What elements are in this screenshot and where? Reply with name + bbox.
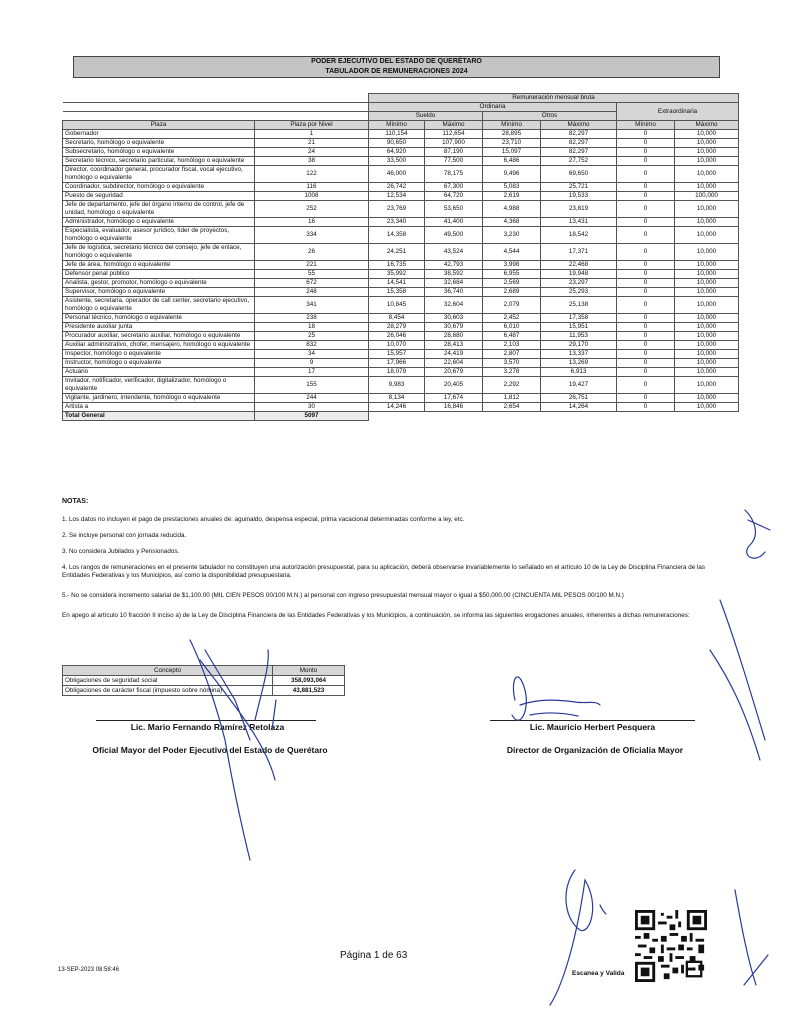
- sueldo-max-cell: 32,604: [425, 297, 483, 314]
- table-row: [63, 244, 739, 261]
- left-signature-line: [96, 720, 316, 721]
- otros-max-cell: 82,297: [541, 148, 617, 157]
- extra-min-cell: 0: [617, 130, 675, 139]
- sueldo-max-cell: 78,175: [425, 166, 483, 183]
- nivel-cell: 30: [255, 403, 369, 412]
- sueldo-min-cell: 17,966: [369, 359, 425, 368]
- extra-max-cell: 10,000: [675, 288, 739, 297]
- note-intro: En apego al artículo 10 fracción II inciso a) de la Ley de Disciplina Financiera de las Entidades Federativas y los Municipios, a continuación, se informa las siguientes erogaciones anuales, inherentes a dichas remuneraciones:: [62, 612, 690, 619]
- otros-min-cell: 2,292: [483, 377, 541, 394]
- nivel-cell: 21: [255, 139, 369, 148]
- extra-min-cell: 0: [617, 359, 675, 368]
- otros-min-cell: 5,083: [483, 183, 541, 192]
- otros-max-cell: 13,431: [541, 218, 617, 227]
- sueldo-max-cell: 20,405: [425, 377, 483, 394]
- extra-min-cell: 0: [617, 261, 675, 270]
- otros-min-cell: 6,487: [483, 332, 541, 341]
- extra-max-cell: 10,000: [675, 218, 739, 227]
- otros-min-cell: 6,955: [483, 270, 541, 279]
- sueldo-max-cell: 32,684: [425, 279, 483, 288]
- extra-max-cell: 10,000: [675, 394, 739, 403]
- table-row: [63, 368, 739, 377]
- table-row: [63, 261, 739, 270]
- otros-min-cell: 3,998: [483, 261, 541, 270]
- sueldo-min-cell: 35,992: [369, 270, 425, 279]
- otros-max-cell: 25,138: [541, 297, 617, 314]
- extra-max-cell: 10,000: [675, 261, 739, 270]
- otros-min-cell: 2,689: [483, 288, 541, 297]
- header-line-2: TABULADOR DE REMUNERACIONES 2024: [325, 68, 468, 75]
- extra-max-cell: 10,000: [675, 314, 739, 323]
- sueldo-max-cell: 43,524: [425, 244, 483, 261]
- sueldo-min-cell: 14,358: [369, 227, 425, 244]
- timestamp: 13-SEP-2023 08:58:46: [58, 967, 120, 973]
- table-row: [63, 227, 739, 244]
- sueldo-min-cell: 23,769: [369, 201, 425, 218]
- extra-max-cell: 10,000: [675, 139, 739, 148]
- table-row: [63, 314, 739, 323]
- otros-min-cell: 3,230: [483, 227, 541, 244]
- plaza-cell: Gobernador: [63, 130, 255, 139]
- extra-min-cell: 0: [617, 183, 675, 192]
- extra-min-cell: 0: [617, 279, 675, 288]
- plaza-cell: Vigilante, jardinero, intendente, homólogo o equivalente: [63, 394, 255, 403]
- extra-min-cell: 0: [617, 166, 675, 183]
- page-initial-stroke: [550, 870, 593, 1005]
- concept-name: Obligaciones de carácter fiscal (impuesto sobre nómina): [63, 686, 273, 696]
- sueldo-min-cell: 10,845: [369, 297, 425, 314]
- concept-name: Obligaciones de seguridad social: [63, 676, 273, 686]
- sueldo-min-cell: 8,454: [369, 314, 425, 323]
- otros-max-cell: 22,468: [541, 261, 617, 270]
- otros-max-cell: 26,751: [541, 394, 617, 403]
- th-sueldo-maximo: Máximo: [425, 121, 483, 130]
- otros-min-cell: 1,812: [483, 394, 541, 403]
- otros-max-cell: 13,337: [541, 350, 617, 359]
- right-signature-stroke: [530, 713, 578, 716]
- th-remuneracion: Remuneración mensual bruta: [369, 94, 739, 103]
- sueldo-min-cell: 18,079: [369, 368, 425, 377]
- nivel-cell: 244: [255, 394, 369, 403]
- table-row: [63, 350, 739, 359]
- otros-min-cell: 2,452: [483, 314, 541, 323]
- sueldo-min-cell: 23,340: [369, 218, 425, 227]
- extra-max-cell: 10,000: [675, 244, 739, 261]
- otros-max-cell: 17,371: [541, 244, 617, 261]
- scan-validate-label: Escanea y Valida: [572, 970, 625, 977]
- sueldo-min-cell: 10,070: [369, 341, 425, 350]
- notes-section: [62, 498, 722, 628]
- plaza-cell: Puesto de seguridad: [63, 192, 255, 201]
- table-row: [63, 157, 739, 166]
- sueldo-max-cell: 28,413: [425, 341, 483, 350]
- otros-max-cell: 69,650: [541, 166, 617, 183]
- otros-max-cell: 25,721: [541, 183, 617, 192]
- header-spacer: [63, 103, 369, 112]
- nivel-cell: 832: [255, 341, 369, 350]
- extra-min-cell: 0: [617, 314, 675, 323]
- otros-min-cell: 3,278: [483, 368, 541, 377]
- plaza-cell: Personal técnico, homólogo o equivalente: [63, 314, 255, 323]
- th-otros-minimo: Mínimo: [483, 121, 541, 130]
- sueldo-min-cell: 14,541: [369, 279, 425, 288]
- extra-min-cell: 0: [617, 297, 675, 314]
- otros-min-cell: 4,988: [483, 201, 541, 218]
- sueldo-min-cell: 15,957: [369, 350, 425, 359]
- total-value: 5097: [255, 412, 369, 421]
- extra-min-cell: 0: [617, 323, 675, 332]
- note-5: 5.- No se considera incremento salarial de $1,100.00 (MIL CIEN PESOS 00/100 M.N.) al personal con ingreso presupuestal mensual mayor o igual a $50,000.00 (CINCUENTA MIL PESOS 00/100 M.N.): [62, 592, 624, 599]
- header-spacer: [63, 94, 369, 103]
- extra-max-cell: 10,000: [675, 166, 739, 183]
- extra-max-cell: 10,000: [675, 368, 739, 377]
- plaza-cell: Artista a: [63, 403, 255, 412]
- right-signer-title: Director de Organización de Oficialía Mayor: [506, 745, 684, 755]
- sueldo-max-cell: 42,793: [425, 261, 483, 270]
- note-2: 2. Se incluye personal con jornada reducida.: [62, 532, 187, 539]
- plaza-cell: Jefe de departamento, jefe del órgano interno de control, jefe de unidad, homólogo o equivalente: [63, 201, 255, 218]
- th-sueldo-minimo: Mínimo: [369, 121, 425, 130]
- plaza-cell: Administrador, homólogo o equivalente: [63, 218, 255, 227]
- sueldo-max-cell: 38,592: [425, 270, 483, 279]
- otros-min-cell: 6,010: [483, 323, 541, 332]
- sueldo-min-cell: 12,534: [369, 192, 425, 201]
- extra-min-cell: 0: [617, 368, 675, 377]
- table-row: [63, 394, 739, 403]
- table-row: [63, 218, 739, 227]
- table-row: [63, 332, 739, 341]
- extra-min-cell: 0: [617, 270, 675, 279]
- header-line-1: PODER EJECUTIVO DEL ESTADO DE QUERÉTARO: [311, 58, 482, 65]
- nivel-cell: 38: [255, 157, 369, 166]
- th-monto: Monto: [273, 666, 345, 676]
- table-row: [63, 341, 739, 350]
- sueldo-max-cell: 112,654: [425, 130, 483, 139]
- extra-max-cell: 10,000: [675, 350, 739, 359]
- plaza-cell: Procurador auxiliar, secretario auxiliar, homólogo o equivalente: [63, 332, 255, 341]
- otros-max-cell: 23,819: [541, 201, 617, 218]
- otros-max-cell: 15,951: [541, 323, 617, 332]
- sueldo-max-cell: 41,400: [425, 218, 483, 227]
- sueldo-max-cell: 16,846: [425, 403, 483, 412]
- plaza-cell: Actuario: [63, 368, 255, 377]
- margin-initial-stroke: [745, 510, 770, 558]
- table-row: [63, 148, 739, 157]
- table-row: [63, 377, 739, 394]
- th-plaza-nivel: Plaza por Nivel: [255, 121, 369, 130]
- otros-min-cell: 15,097: [483, 148, 541, 157]
- sueldo-max-cell: 107,900: [425, 139, 483, 148]
- concept-row: [63, 676, 345, 686]
- extra-min-cell: 0: [617, 350, 675, 359]
- th-extra-minimo: Mínimo: [617, 121, 675, 130]
- table-row: [63, 288, 739, 297]
- otros-max-cell: 18,542: [541, 227, 617, 244]
- otros-max-cell: 23,297: [541, 279, 617, 288]
- nivel-cell: 1: [255, 130, 369, 139]
- nivel-cell: 252: [255, 201, 369, 218]
- extra-min-cell: 0: [617, 403, 675, 412]
- notes-title: NOTAS:: [62, 498, 89, 505]
- sueldo-max-cell: 30,603: [425, 314, 483, 323]
- plaza-cell: Invitador, notificador, verificador, digitalizador, homólogo o equivalente: [63, 377, 255, 394]
- corner-mark-stroke: [735, 890, 768, 985]
- extra-max-cell: 10,000: [675, 377, 739, 394]
- plaza-cell: Analista, gestor, promotor, homólogo o equivalente: [63, 279, 255, 288]
- table-row: [63, 297, 739, 314]
- sueldo-min-cell: 14,246: [369, 403, 425, 412]
- sueldo-min-cell: 110,154: [369, 130, 425, 139]
- nivel-cell: 26: [255, 244, 369, 261]
- sueldo-min-cell: 15,358: [369, 288, 425, 297]
- otros-min-cell: 2,103: [483, 341, 541, 350]
- th-otros-maximo: Máximo: [541, 121, 617, 130]
- nivel-cell: 122: [255, 166, 369, 183]
- extra-min-cell: 0: [617, 227, 675, 244]
- nivel-cell: 9: [255, 359, 369, 368]
- sueldo-min-cell: 33,500: [369, 157, 425, 166]
- nivel-cell: 55: [255, 270, 369, 279]
- nivel-cell: 155: [255, 377, 369, 394]
- extra-max-cell: 10,000: [675, 270, 739, 279]
- table-row: [63, 183, 739, 192]
- extra-max-cell: 10,000: [675, 323, 739, 332]
- extra-min-cell: 0: [617, 394, 675, 403]
- sueldo-min-cell: 24,251: [369, 244, 425, 261]
- table-row: [63, 130, 739, 139]
- plaza-cell: Presidente auxiliar junta: [63, 323, 255, 332]
- document-header: [73, 56, 720, 78]
- sueldo-max-cell: 67,300: [425, 183, 483, 192]
- extra-min-cell: 0: [617, 332, 675, 341]
- nivel-cell: 672: [255, 279, 369, 288]
- sueldo-max-cell: 20,679: [425, 368, 483, 377]
- sueldo-max-cell: 28,680: [425, 332, 483, 341]
- plaza-cell: Defensor penal público: [63, 270, 255, 279]
- otros-min-cell: 23,710: [483, 139, 541, 148]
- nivel-cell: 16: [255, 218, 369, 227]
- extra-min-cell: 0: [617, 148, 675, 157]
- nivel-cell: 248: [255, 288, 369, 297]
- sueldo-min-cell: 28,279: [369, 323, 425, 332]
- sueldo-max-cell: 17,674: [425, 394, 483, 403]
- concept-row: [63, 686, 345, 696]
- table-row: [63, 166, 739, 183]
- note-1: 1. Los datos no incluyen el pago de prestaciones anuales de: aguinaldo, despensa especial, prima vacacional determinadas conforme a ley, etc.: [62, 516, 465, 523]
- note-3: 3. No considera Jubilados y Pensionados.: [62, 548, 180, 555]
- extra-min-cell: 0: [617, 288, 675, 297]
- table-row: [63, 359, 739, 368]
- right-signature-line: [490, 720, 695, 721]
- plaza-cell: Asistente, secretaria, operador de call center, secretario ejecutivo, homólogo o equivalente: [63, 297, 255, 314]
- sueldo-min-cell: 64,920: [369, 148, 425, 157]
- otros-min-cell: 2,569: [483, 279, 541, 288]
- qr-code-icon[interactable]: [635, 910, 707, 982]
- left-signer-name: Lic. Mario Fernando Ramírez Retolaza: [130, 722, 285, 732]
- sueldo-min-cell: 8,134: [369, 394, 425, 403]
- plaza-cell: Jefe de logística, secretario técnico del consejo, jefe de enlace, homólogo o equivalente: [63, 244, 255, 261]
- otros-max-cell: 11,953: [541, 332, 617, 341]
- nivel-cell: 34: [255, 350, 369, 359]
- otros-max-cell: 19,533: [541, 192, 617, 201]
- otros-min-cell: 4,368: [483, 218, 541, 227]
- otros-min-cell: 9,496: [483, 166, 541, 183]
- extra-max-cell: 10,000: [675, 183, 739, 192]
- extra-max-cell: 10,000: [675, 332, 739, 341]
- otros-min-cell: 2,654: [483, 403, 541, 412]
- plaza-cell: Supervisor, homólogo o equivalente: [63, 288, 255, 297]
- sueldo-min-cell: 9,983: [369, 377, 425, 394]
- th-extra-maximo: Máximo: [675, 121, 739, 130]
- nivel-cell: 221: [255, 261, 369, 270]
- plaza-cell: Secretario técnico, secretario particular, homólogo o equivalente: [63, 157, 255, 166]
- plaza-cell: Director, coordinador general, procurador fiscal, vocal ejecutivo, homólogo o equivalente: [63, 166, 255, 183]
- table-row: [63, 403, 739, 412]
- page-number: Página 1 de 63: [340, 950, 408, 961]
- table-row: [63, 279, 739, 288]
- sueldo-min-cell: 26,046: [369, 332, 425, 341]
- otros-max-cell: 29,170: [541, 341, 617, 350]
- otros-max-cell: 19,948: [541, 270, 617, 279]
- page-initial-stroke: [600, 905, 606, 914]
- otros-max-cell: 19,427: [541, 377, 617, 394]
- extra-max-cell: 10,000: [675, 201, 739, 218]
- th-otros: Otros: [483, 112, 617, 121]
- plaza-cell: Inspector, homólogo o equivalente: [63, 350, 255, 359]
- nivel-cell: 238: [255, 314, 369, 323]
- sueldo-max-cell: 87,190: [425, 148, 483, 157]
- table-row: [63, 201, 739, 218]
- extra-max-cell: 10,000: [675, 157, 739, 166]
- plaza-cell: Secretario, homólogo o equivalente: [63, 139, 255, 148]
- plaza-cell: Auxiliar administrativo, chofer, mensajero, homólogo o equivalente: [63, 341, 255, 350]
- concept-amount: 43,881,523: [273, 686, 345, 696]
- sueldo-max-cell: 49,500: [425, 227, 483, 244]
- extra-min-cell: 0: [617, 157, 675, 166]
- sueldo-min-cell: 26,742: [369, 183, 425, 192]
- nivel-cell: 25: [255, 332, 369, 341]
- extra-max-cell: 100,000: [675, 192, 739, 201]
- otros-min-cell: 3,570: [483, 359, 541, 368]
- extra-min-cell: 0: [617, 341, 675, 350]
- extra-max-cell: 10,000: [675, 130, 739, 139]
- table-row: [63, 139, 739, 148]
- th-extraordinaria: Extraordinaria: [617, 103, 739, 121]
- plaza-cell: Especialista, evaluador, asesor jurídico, líder de proyectos, homólogo o equivalente: [63, 227, 255, 244]
- total-spacer: [369, 412, 739, 421]
- extra-min-cell: 0: [617, 377, 675, 394]
- otros-max-cell: 82,297: [541, 130, 617, 139]
- nivel-cell: 24: [255, 148, 369, 157]
- extra-max-cell: 10,000: [675, 297, 739, 314]
- extra-max-cell: 10,000: [675, 148, 739, 157]
- otros-max-cell: 17,358: [541, 314, 617, 323]
- extra-max-cell: 10,000: [675, 403, 739, 412]
- otros-max-cell: 27,752: [541, 157, 617, 166]
- table-row: [63, 270, 739, 279]
- concepts-table: [62, 665, 345, 696]
- extra-max-cell: 10,000: [675, 279, 739, 288]
- otros-max-cell: 25,293: [541, 288, 617, 297]
- sueldo-min-cell: 90,650: [369, 139, 425, 148]
- sueldo-max-cell: 53,650: [425, 201, 483, 218]
- right-signer-name: Lic. Mauricio Herbert Pesquera: [529, 722, 656, 732]
- left-signer-title: Oficial Mayor del Poder Ejecutivo del Estado de Querétaro: [92, 745, 328, 755]
- plaza-cell: Instructor, homólogo o equivalente: [63, 359, 255, 368]
- otros-min-cell: 2,807: [483, 350, 541, 359]
- total-label: Total General: [63, 412, 255, 421]
- sueldo-max-cell: 24,419: [425, 350, 483, 359]
- sueldo-max-cell: 30,679: [425, 323, 483, 332]
- th-ordinaria: Ordinaria: [369, 103, 617, 112]
- extra-min-cell: 0: [617, 244, 675, 261]
- nivel-cell: 341: [255, 297, 369, 314]
- concept-amount: 358,093,064: [273, 676, 345, 686]
- remuneration-table: [62, 93, 739, 421]
- nivel-cell: 18: [255, 323, 369, 332]
- nivel-cell: 1008: [255, 192, 369, 201]
- sueldo-min-cell: 16,735: [369, 261, 425, 270]
- th-plaza: Plaza: [63, 121, 255, 130]
- extra-max-cell: 10,000: [675, 227, 739, 244]
- extra-min-cell: 0: [617, 192, 675, 201]
- sueldo-max-cell: 77,500: [425, 157, 483, 166]
- right-signature-stroke: [512, 677, 600, 720]
- otros-min-cell: 4,544: [483, 244, 541, 261]
- nivel-cell: 17: [255, 368, 369, 377]
- note-4: 4. Los rangos de remuneraciones en el presente tabulador no constituyen una autorización presupuestal, para su aplicación, deberá observarse invariablemente lo señalado en el artículo 10 de la Ley de Disciplina Financiera de las Entidades Federativas y los Municipios, así como la disponibilidad presupuestaria.: [62, 564, 706, 579]
- plaza-cell: Subsecretario, homólogo o equivalente: [63, 148, 255, 157]
- extra-min-cell: 0: [617, 139, 675, 148]
- plaza-cell: Coordinador, subdirector, homólogo o equivalente: [63, 183, 255, 192]
- header-spacer: [63, 112, 369, 121]
- th-concepto: Concepto: [63, 666, 273, 676]
- sueldo-max-cell: 64,720: [425, 192, 483, 201]
- extra-min-cell: 0: [617, 201, 675, 218]
- otros-min-cell: 2,079: [483, 297, 541, 314]
- otros-max-cell: 6,913: [541, 368, 617, 377]
- sueldo-max-cell: 36,740: [425, 288, 483, 297]
- otros-max-cell: 14,264: [541, 403, 617, 412]
- th-sueldo: Sueldo: [369, 112, 483, 121]
- table-row: [63, 192, 739, 201]
- otros-min-cell: 6,486: [483, 157, 541, 166]
- extra-min-cell: 0: [617, 218, 675, 227]
- extra-max-cell: 10,000: [675, 359, 739, 368]
- otros-max-cell: 13,269: [541, 359, 617, 368]
- table-row: [63, 323, 739, 332]
- otros-max-cell: 82,297: [541, 139, 617, 148]
- plaza-cell: Jefe de área, homólogo o equivalente: [63, 261, 255, 270]
- otros-min-cell: 28,895: [483, 130, 541, 139]
- nivel-cell: 116: [255, 183, 369, 192]
- sueldo-min-cell: 46,000: [369, 166, 425, 183]
- sueldo-max-cell: 22,604: [425, 359, 483, 368]
- extra-max-cell: 10,000: [675, 341, 739, 350]
- nivel-cell: 334: [255, 227, 369, 244]
- otros-min-cell: 2,619: [483, 192, 541, 201]
